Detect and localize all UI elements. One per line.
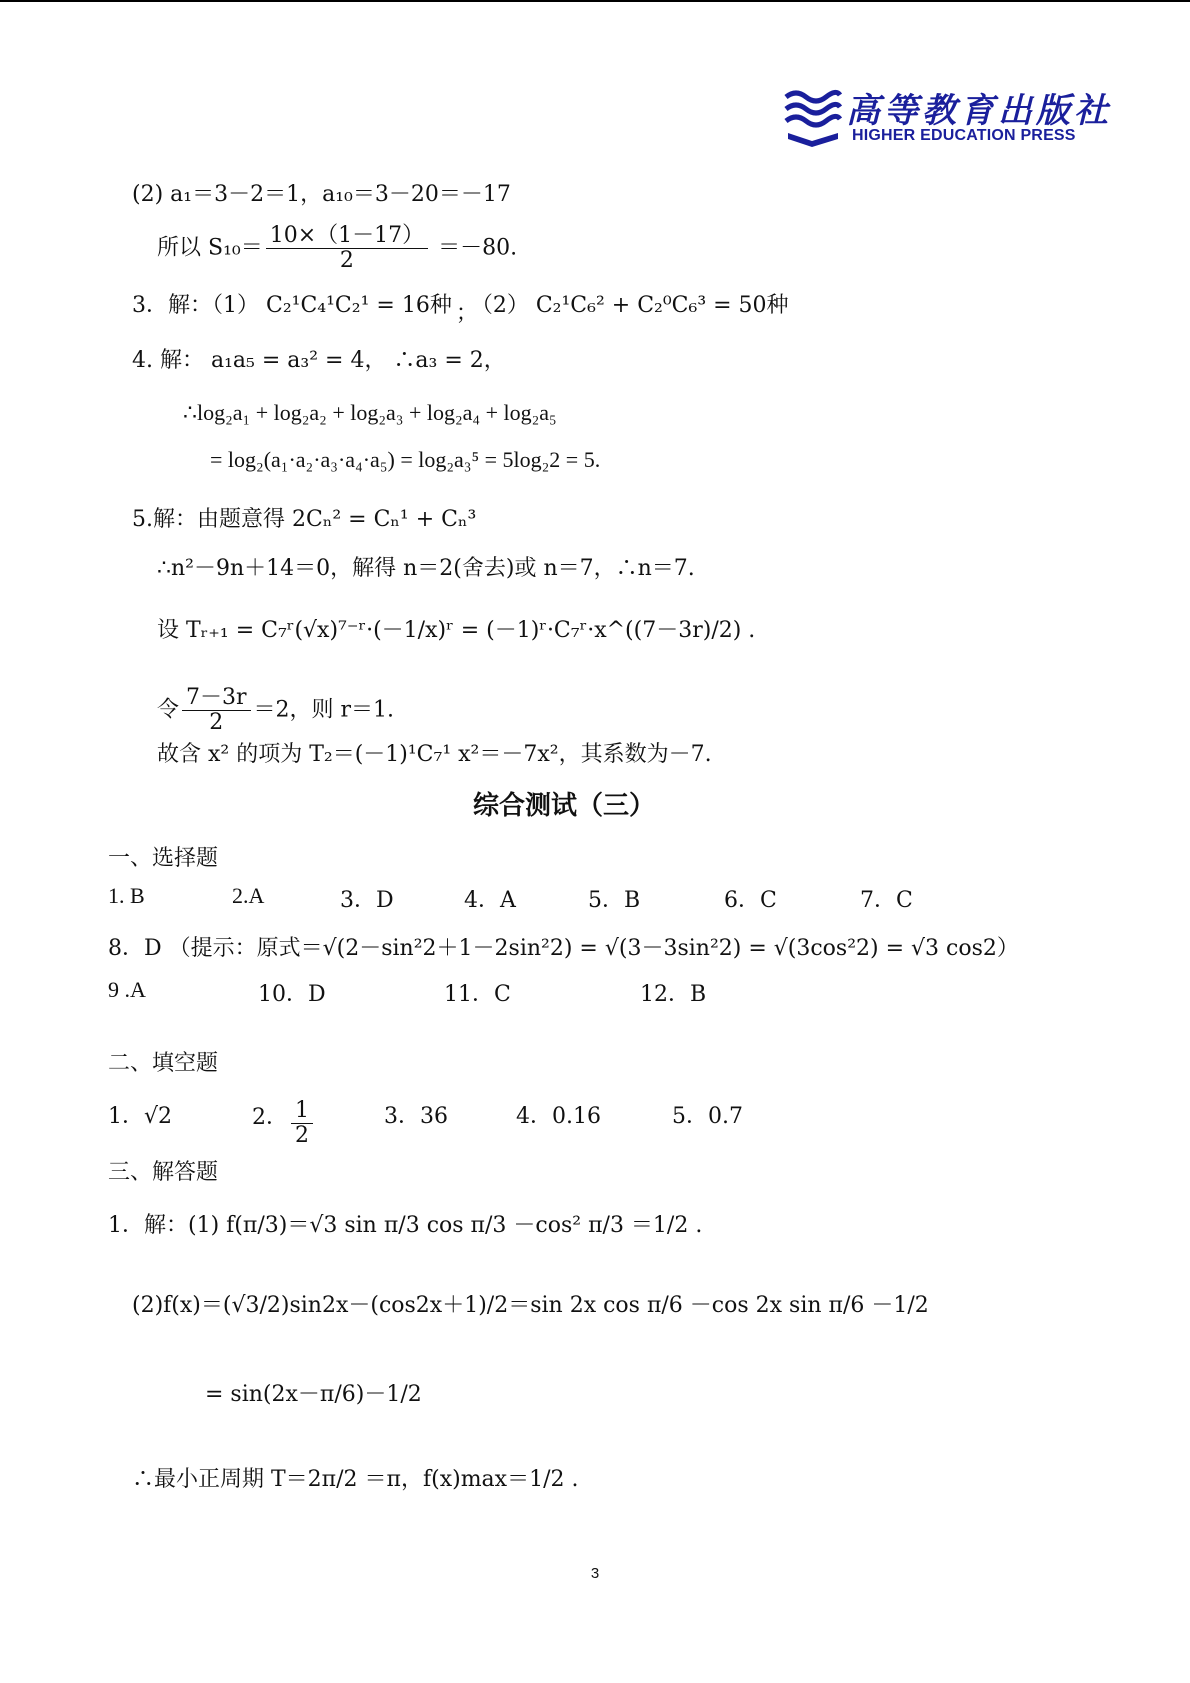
fill-answer (252, 1099, 316, 1148)
q4-line3: = log₂(a₁·a₂·a₃·a₄·a₅) = log₂a₃⁵ = 5log₂2 = 5. (210, 447, 601, 472)
choice-8-hint: 8．D （提示：原式＝√(2－sin²2＋1－2sin²2) = √(3－3sin²2) = √(3cos²2) = √3 cos2） (108, 936, 1019, 961)
choice-answer: 3．D (340, 888, 394, 913)
choice-answer: 12．B (640, 982, 707, 1007)
solution1-line3: = sin(2x－π/6)－1/2 (205, 1382, 422, 1407)
page-top-border (0, 0, 1190, 2)
q5-line4 (157, 686, 394, 735)
choice-answer: 10．D (258, 982, 326, 1007)
q5-line4-suffix: ＝2，则 r＝1. (253, 697, 395, 723)
q5-line3: 设 Tᵣ₊₁ = C₇ʳ(√x)⁷⁻ʳ·(－1/x)ʳ = (－1)ʳ·C₇ʳ·x^((7－3r)/2) . (157, 618, 756, 643)
waves-icon (782, 89, 842, 147)
publisher-name-en: HIGHER EDUCATION PRESS (852, 127, 1076, 144)
fill-answer: 3．36 (384, 1104, 448, 1129)
q3-line (132, 292, 789, 326)
section-fill-heading: 二、填空题 (108, 1051, 219, 1076)
fill-answer-fraction (291, 1099, 313, 1148)
page-number: 3 (590, 1565, 600, 1582)
section-solve-heading: 三、解答题 (108, 1160, 219, 1185)
q5-line1: 5.解：由题意得 2Cₙ² = Cₙ¹ + Cₙ³ (132, 507, 477, 532)
q3-part2: （2） C₂¹C₆² + C₂⁰C₆³ = 50种 (481, 293, 789, 318)
q3-part1: 3．解：（1） C₂¹C₄¹C₂¹ = 16种 (132, 293, 452, 318)
choice-answer: 6．C (724, 888, 777, 913)
publisher-logo (782, 83, 1112, 153)
section-choice-heading: 一、选择题 (108, 846, 219, 871)
q5-line2: ∴n²－9n＋14＝0，解得 n＝2(舍去)或 n＝7，∴n＝7. (157, 556, 695, 581)
choice-answer: 5．B (588, 888, 641, 913)
choice-answer: 2.A (232, 883, 265, 908)
choice-answer: 7．C (860, 888, 913, 913)
fill-answer: 5．0.7 (672, 1104, 743, 1129)
solution1-line4: ∴最小正周期 T＝2π/2 ＝π，f(x)max＝1/2 . (132, 1467, 579, 1492)
q2-line2-suffix: ＝－80. (438, 235, 518, 261)
fill-answer: 4．0.16 (516, 1104, 601, 1129)
fill-answer: 1．√2 (108, 1104, 173, 1129)
q4-line1: 4. 解： a₁a₅ = a₃² = 4， ∴a₃ = 2， (132, 348, 506, 373)
q2-fraction (266, 224, 428, 273)
solution1-line1: 1．解：(1) f(π/3)＝√3 sin π/3 cos π/3 －cos² π/3 ＝1/2 . (108, 1213, 703, 1238)
q2-line1: (2) a₁＝3－2＝1，a₁₀＝3－20＝－17 (132, 182, 511, 207)
fill-fraction-den: 2 (295, 1123, 309, 1148)
section-title: 综合测试（三） (473, 791, 656, 821)
q5-line4-prefix: 令 (157, 697, 180, 723)
q5-fraction-den: 2 (209, 710, 224, 735)
q2-fraction-num: 10×（1－17） (266, 224, 428, 249)
choice-answer: 1. B (108, 883, 145, 908)
q2-line2-prefix: 所以 S₁₀＝ (157, 235, 263, 261)
choice-answer: 9 .A (108, 977, 146, 1002)
fill-fraction-num: 1 (291, 1099, 313, 1124)
publisher-name-cn: 高等教育出版社 (846, 91, 1112, 131)
fill-answer-label: 2． (252, 1105, 288, 1130)
q3-separator: ； (455, 301, 478, 326)
q2-line2 (157, 224, 517, 273)
solution1-line2: (2)f(x)＝(√3/2)sin2x－(cos2x＋1)/2＝sin 2x cos π/6 －cos 2x sin π/6 －1/2 (132, 1293, 929, 1318)
q5-fraction-num: 7－3r (182, 686, 251, 711)
q2-fraction-den: 2 (339, 248, 354, 273)
q5-fraction (182, 686, 251, 735)
choice-answer: 4．A (464, 888, 516, 913)
choice-answer: 11．C (444, 982, 511, 1007)
q4-line2: ∴log₂a₁ + log₂a₂ + log₂a₃ + log₂a₄ + log₂a₅ (183, 400, 557, 425)
q5-line5: 故含 x² 的项为 T₂＝(－1)¹C₇¹ x²＝－7x²，其系数为－7. (157, 742, 712, 767)
